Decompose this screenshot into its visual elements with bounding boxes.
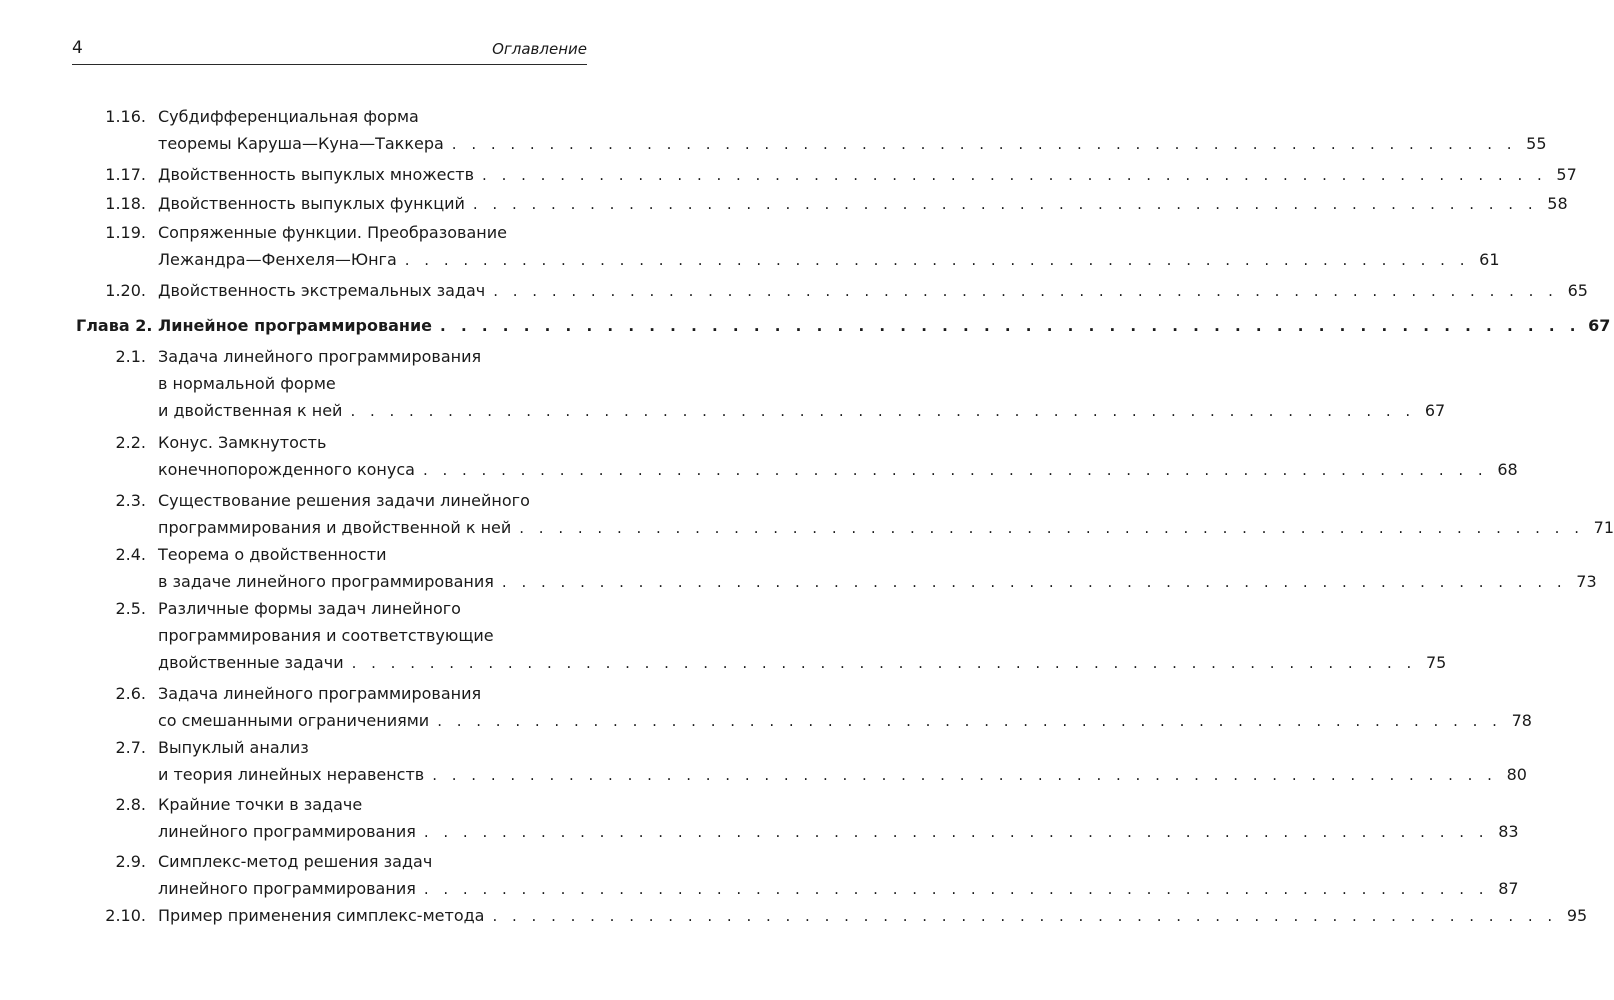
title-line [158,791,586,818]
section-title [158,343,1446,424]
toc-chapter[interactable] [76,312,1611,339]
chapter-title: Глава 2. Линейное программирование [76,316,433,335]
title-line [158,761,1527,788]
dot-leader: . . . . . . . . . . . . . . . . . . . . . . . . . . . . . . . . . . . . . . . . . . . . . . . . . . . . . . . [482,166,1547,184]
title-text: в нормальной форме [158,374,336,393]
title-text: Теорема о двойственности [158,545,387,564]
title-line [158,219,586,246]
section-number: 2.2. [115,433,146,452]
dot-leader: . . . . . . . . . . . . . . . . . . . . . . . . . . . . . . . . . . . . . . . . . . . . . . . . . . . . . . . [351,654,1417,672]
page-reference: 80 [1506,765,1527,784]
title-line [158,514,1614,541]
dot-leader: . . . . . . . . . . . . . . . . . . . . . . . . . . . . . . . . . . . . . . . . . . . . . . . . . . . . . . . [423,823,1489,841]
page-reference: 75 [1425,653,1447,672]
section-number: 2.1. [115,347,146,366]
section-title [158,680,1532,734]
section-title [158,161,1577,188]
title-text: конечнопорожденного конуса [158,460,415,479]
title-line [158,190,1568,217]
section-title [158,791,1519,845]
title-line [158,370,586,397]
title-text: линейного программирования [158,822,416,841]
title-text: теоремы Каруша—Куна—Таккера [158,134,444,153]
title-line [158,622,586,649]
dot-leader: . . . . . . . . . . . . . . . . . . . . . . . . . . . . . . . . . . . . . . . . . . . . . . . . . . . . . . . [350,402,1416,420]
section-number: 2.3. [115,491,146,510]
title-line [158,734,586,761]
section-number: 1.19. [105,223,146,242]
title-text: двойственные задачи [158,653,344,672]
dot-leader: . . . . . . . . . . . . . . . . . . . . . . . . . . . . . . . . . . . . . . . . . . . . . . . . . . . . . . . [492,907,1558,925]
section-title [158,848,1519,902]
dot-leader: . . . . . . . . . . . . . . . . . . . . . . . . . . . . . . . . . . . . . . . . . . . . . . . . . . . . . . . [437,712,1502,730]
title-text: Пример применения симплекс-метода [158,906,485,925]
title-text: Субдифференциальная форма [158,107,419,126]
page-reference: 65 [1567,281,1588,300]
title-line [158,649,1447,676]
title-line [158,343,586,370]
section-number: 2.6. [115,684,146,703]
dot-leader: . . . . . . . . . . . . . . . . . . . . . . . . . . . . . . . . . . . . . . . . . . . . . . . . . . . . . . . [440,317,1581,335]
title-text: и двойственная к ней [158,401,343,420]
title-line [158,103,586,130]
dot-leader: . . . . . . . . . . . . . . . . . . . . . . . . . . . . . . . . . . . . . . . . . . . . . . . . . . . . . . . [501,573,1567,591]
title-text: Выпуклый анализ [158,738,309,757]
section-title [158,219,1500,273]
dot-leader: . . . . . . . . . . . . . . . . . . . . . . . . . . . . . . . . . . . . . . . . . . . . . . . . . . . . . . . [493,282,1558,300]
page-reference: 87 [1498,879,1519,898]
dot-leader: . . . . . . . . . . . . . . . . . . . . . . . . . . . . . . . . . . . . . . . . . . . . . . . . . . . . . . . [404,251,1470,269]
section-title [158,429,1518,483]
title-text: Двойственность экстремальных задач [158,281,486,300]
section-title [158,541,1597,595]
title-text: Различные формы задач линейного [158,599,461,618]
title-text: Симплекс-метод решения задач [158,852,433,871]
section-title [158,103,1547,157]
dot-leader: . . . . . . . . . . . . . . . . . . . . . . . . . . . . . . . . . . . . . . . . . . . . . . . . . . . . . . . [472,195,1538,213]
title-text: Двойственность выпуклых множеств [158,165,475,184]
dot-leader: . . . . . . . . . . . . . . . . . . . . . . . . . . . . . . . . . . . . . . . . . . . . . . . . . . . . . . . [519,519,1584,537]
section-number: 1.18. [105,194,146,213]
title-text: в задаче линейного программирования [158,572,494,591]
title-line [158,707,1532,734]
section-title [158,487,1614,541]
section-number: 2.9. [115,852,146,871]
page-reference: 78 [1511,711,1532,730]
title-line [158,277,1588,304]
section-number: 2.4. [115,545,146,564]
title-line [158,246,1500,273]
section-title [158,595,1447,676]
section-number: 1.17. [105,165,146,184]
page-reference: 71 [1593,518,1614,537]
title-line [158,568,1597,595]
title-text: Лежандра—Фенхеля—Юнга [158,250,397,269]
title-text: Существование решения задачи линейного [158,491,530,510]
section-title [158,190,1568,217]
title-line [158,902,1588,929]
title-text: Двойственность выпуклых функций [158,194,465,213]
section-number: 2.7. [115,738,146,757]
title-line [158,875,1519,902]
title-line [158,397,1446,424]
page-reference: 67 [1588,316,1611,335]
title-text: Крайние точки в задаче [158,795,363,814]
title-line [158,429,586,456]
title-line [158,541,586,568]
page-reference: 95 [1566,906,1588,925]
page-reference: 83 [1498,822,1519,841]
title-line [158,130,1547,157]
title-line [158,680,586,707]
dot-leader: . . . . . . . . . . . . . . . . . . . . . . . . . . . . . . . . . . . . . . . . . . . . . . . . . . . . . . . [423,880,1489,898]
section-number: 2.8. [115,795,146,814]
title-text: программирования и соответствующие [158,626,494,645]
page-reference: 55 [1526,134,1547,153]
title-line [158,595,586,622]
dot-leader: . . . . . . . . . . . . . . . . . . . . . . . . . . . . . . . . . . . . . . . . . . . . . . . . . . . . . . . [422,461,1488,479]
running-title: Оглавление [492,40,587,58]
page-header [72,36,587,65]
title-line [158,456,1518,483]
title-text: программирования и двойственной к ней [158,518,512,537]
title-text: Задача линейного программирования [158,347,482,366]
dot-leader: . . . . . . . . . . . . . . . . . . . . . . . . . . . . . . . . . . . . . . . . . . . . . . . . . . . . . . . [432,766,1497,784]
page-reference: 58 [1547,194,1568,213]
page-reference: 68 [1497,460,1518,479]
title-line [158,818,1519,845]
title-line [158,848,586,875]
title-text: со смешанными ограничениями [158,711,430,730]
section-number: 2.10. [105,906,146,925]
dot-leader: . . . . . . . . . . . . . . . . . . . . . . . . . . . . . . . . . . . . . . . . . . . . . . . . . . . . . . . [451,135,1517,153]
title-text: Задача линейного программирования [158,684,482,703]
title-line [158,161,1577,188]
section-number: 1.20. [105,281,146,300]
title-text: линейного программирования [158,879,416,898]
page-reference: 57 [1556,165,1577,184]
title-text: и теория линейных неравенств [158,765,425,784]
section-title [158,902,1588,929]
page-reference: 73 [1576,572,1597,591]
title-text: Конус. Замкнутость [158,433,327,452]
section-number: 1.16. [105,107,146,126]
title-text: Сопряженные функции. Преобразование [158,223,507,242]
section-title [158,277,1588,304]
section-number: 2.5. [115,599,146,618]
page-number: 4 [72,38,83,58]
page-reference: 61 [1479,250,1500,269]
section-title [158,734,1527,788]
title-line [158,487,586,514]
page-reference: 67 [1424,401,1446,420]
